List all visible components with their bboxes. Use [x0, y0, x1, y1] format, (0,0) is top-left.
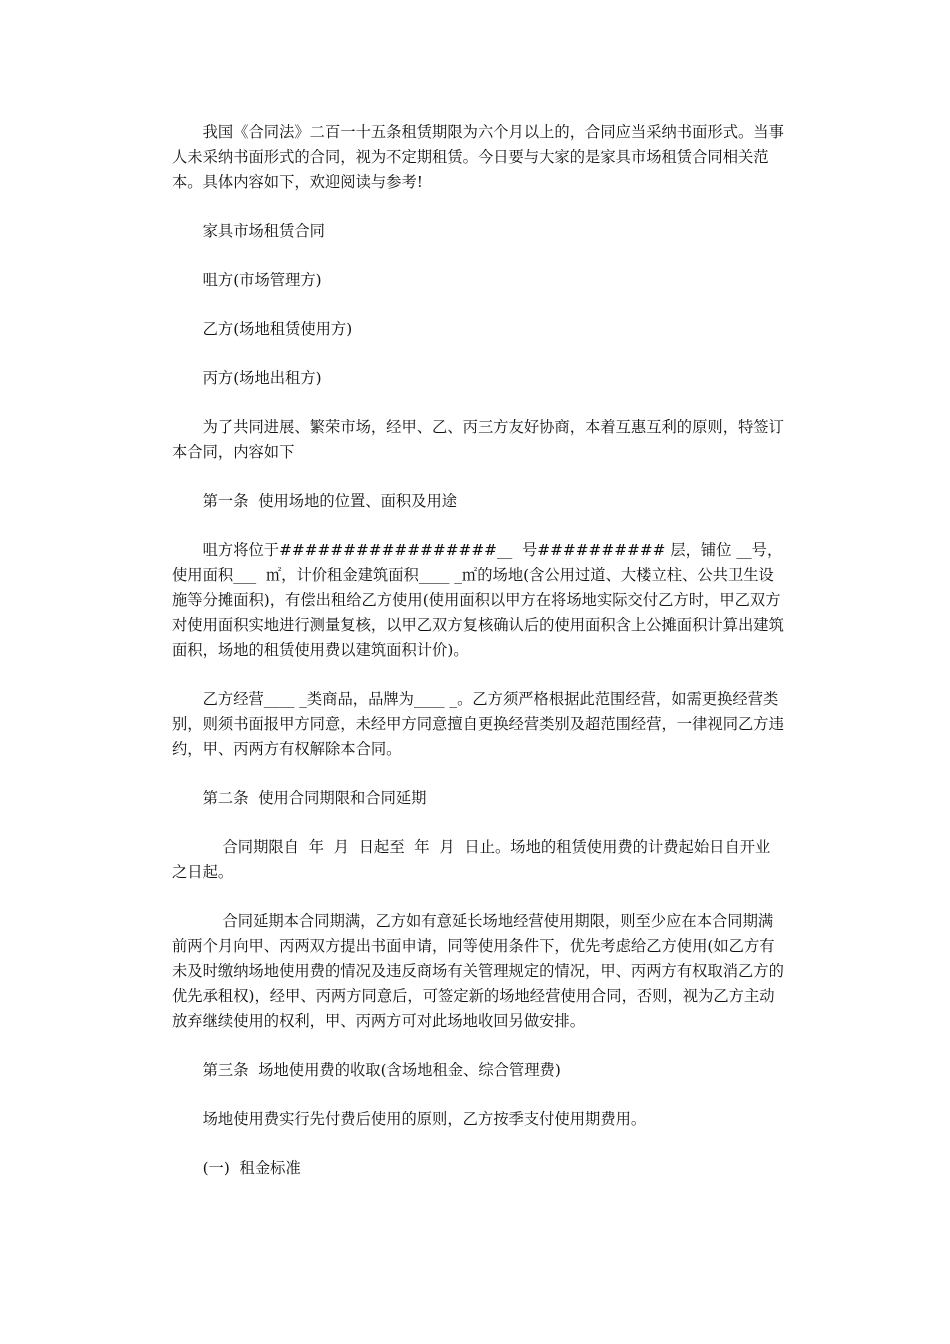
article-1-location-paragraph: 咀方将位于#################__ 号########## 层，铺位 __号，使用面积___ ㎡，计价租金建筑面积____ _㎡的场地(含公用过道、大楼立柱、公共卫生设施等分摊面积)，有偿出租给乙方使用(使用面积以甲方在将场地实际交付乙方时，甲乙双方对使用面积实地进行测量复核，以甲乙双方复核确认后的使用面积含上公摊面积计算出建筑面积，场地的租赁使用费以建筑面积计价)。 — [172, 541, 784, 659]
contract-title: 家具市场租赁合同 — [202, 222, 325, 240]
article-3-payment-paragraph: 场地使用费实行先付费后使用的原则，乙方按季支付使用期费用。 — [202, 1110, 647, 1128]
article-1-heading: 第一条 使用场地的位置、面积及用途 — [202, 492, 458, 510]
party-b-line: 乙方(场地租赁使用方) — [202, 320, 353, 338]
rent-standard-heading: (一) 租金标准 — [202, 1159, 301, 1177]
article-1-scope-paragraph: 乙方经营____ _类商品，品牌为____ _。乙方须严格根据此范围经营，如需更换经营类别，则须书面报甲方同意，未经甲方同意擅自更换经营类别及超范围经营，一律视同乙方违约，甲、丙两方有权解除本合同。 — [172, 690, 784, 758]
article-2-heading: 第二条 使用合同期限和合同延期 — [202, 789, 427, 807]
document-page — [172, 120, 784, 1181]
article-2-term-paragraph: 合同期限自 年 月 日起至 年 月 日止。场地的租赁使用费的计费起始日自开业之日起。 — [172, 838, 771, 881]
party-c-line: 丙方(场地出租方) — [202, 369, 322, 387]
article-3-heading: 第三条 场地使用费的收取(含场地租金、综合管理费) — [202, 1061, 561, 1079]
intro-paragraph: 我国《合同法》二百一十五条租赁期限为六个月以上的，合同应当采纳书面形式。当事人未采纳书面形式的合同，视为不定期租赁。今日要与大家的是家具市场租赁合同相关范本。具体内容如下，欢迎阅读与参考! — [172, 123, 784, 191]
preamble-paragraph: 为了共同进展、繁荣市场，经甲、乙、丙三方友好协商，本着互惠互利的原则，特签订本合同，内容如下 — [172, 418, 784, 461]
party-a-line: 咀方(市场管理方) — [202, 271, 322, 289]
article-2-extension-paragraph: 合同延期本合同期满，乙方如有意延长场地经营使用期限，则至少应在本合同期满前两个月向甲、丙两双方提出书面申请，同等使用条件下，优先考虑给乙方使用(如乙方有未及时缴纳场地使用费的情况及违反商场有关管理规定的情况，甲、丙两方有权取消乙方的优先承租权)，经甲、丙两方同意后，可签定新的场地经营使用合同，否则，视为乙方主动放弃继续使用的权利，甲、丙两方可对此场地收回另做安排。 — [172, 912, 784, 1030]
